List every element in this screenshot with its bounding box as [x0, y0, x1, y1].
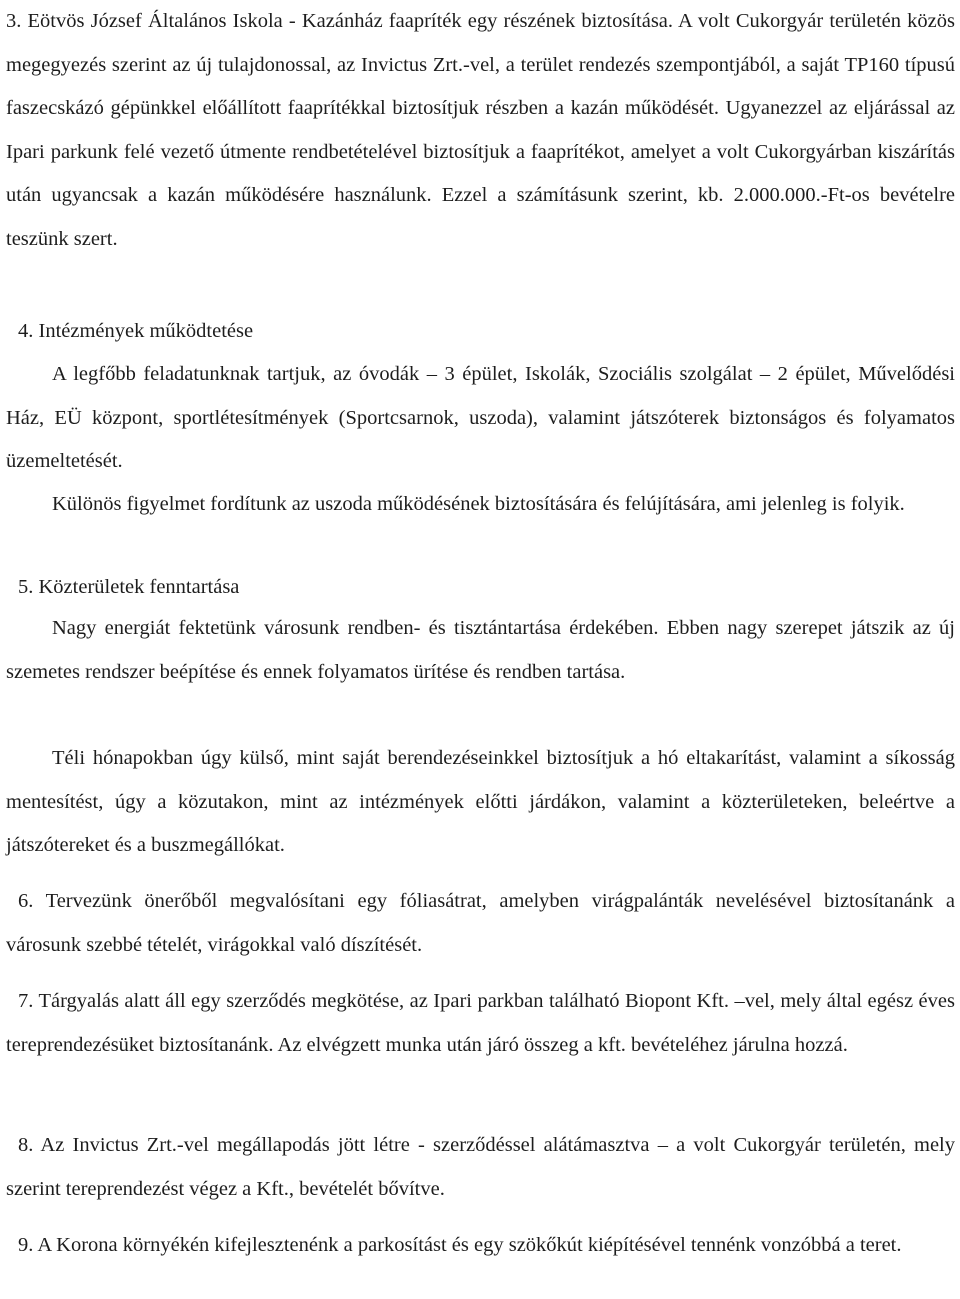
paragraph-6: 6. Tervezünk önerőből megvalósítani egy fóliasátrat, amelyben virágpalánták nevelésével biztosítanánk a városunk szebbé tételét, virágokkal való díszítését.	[6, 890, 955, 956]
paragraph-5-winter: Téli hónapokban úgy külső, mint saját berendezéseinkkel biztosítjuk a hó eltakarítást, valamint a síkosság mentesítést, úgy a közutakon, mint az intézmények előtti járdákon, valamint a közterületeken, beleértve a játszótereket és a buszmegállókat.	[6, 747, 955, 856]
paragraph-3: 3. Eötvös József Általános Iskola - Kazánház faapríték egy részének biztosítása. A volt Cukorgyár területén közös megegyezés szerint az új tulajdonossal, az Invictus Zrt.-vel, a terület rendezés szempontjából, a saját TP160 típusú faszecskázó gépünkkel előállított faaprítékkal biztosítjuk részben a kazán működését. Ugyanezzel az eljárással az Ipari parkunk felé vezető útmente rendbetételével biztosítjuk a faaprítékot, amelyet a volt Cukorgyárban kiszárítás után ugyancsak a kazán működésére használunk. Ezzel a számításunk szerint, kb. 2.000.000.-Ft-os bevételre teszünk szert.	[6, 10, 955, 250]
paragraph-9: 9. A Korona környékén kifejlesztenénk a parkosítást és egy szökőkút kiépítésével tennénk vonzóbbá a teret.	[18, 1234, 902, 1256]
paragraph-7: 7. Tárgyalás alatt áll egy szerződés megkötése, az Ipari parkban található Biopont Kft. –vel, mely által egész éves tereprendezésüket biztosítanánk. Az elvégzett munka után járó összeg a kft. bevételéhez járulna hozzá.	[6, 990, 955, 1056]
paragraph-5-cleaning: Nagy energiát fektetünk városunk rendben- és tisztántartása érdekében. Ebben nagy szerepet játszik az új szemetes rendszer beépítése és ennek folyamatos ürítése és rendben tartása.	[6, 617, 955, 683]
paragraph-4-pool: Különös figyelmet fordítunk az uszoda működésének biztosítására és felújítására, ami jelenleg is folyik.	[52, 493, 905, 515]
heading-4: 4. Intézmények működtetése	[18, 320, 254, 342]
paragraph-8: 8. Az Invictus Zrt.-vel megállapodás jött létre - szerződéssel alátámasztva – a volt Cukorgyár területén, mely szerint tereprendezést végez a Kft., bevételét bővítve.	[6, 1134, 955, 1200]
paragraph-4-main: A legfőbb feladatunknak tartjuk, az óvodák – 3 épület, Iskolák, Szociális szolgálat – 2 épület, Művelődési Ház, EÜ központ, sportlétesítmények (Sportcsarnok, uszoda), valamint játszóterek biztonságos és folyamatos üzemeltetését.	[6, 363, 955, 472]
heading-5: 5. Közterületek fenntartása	[18, 576, 240, 598]
